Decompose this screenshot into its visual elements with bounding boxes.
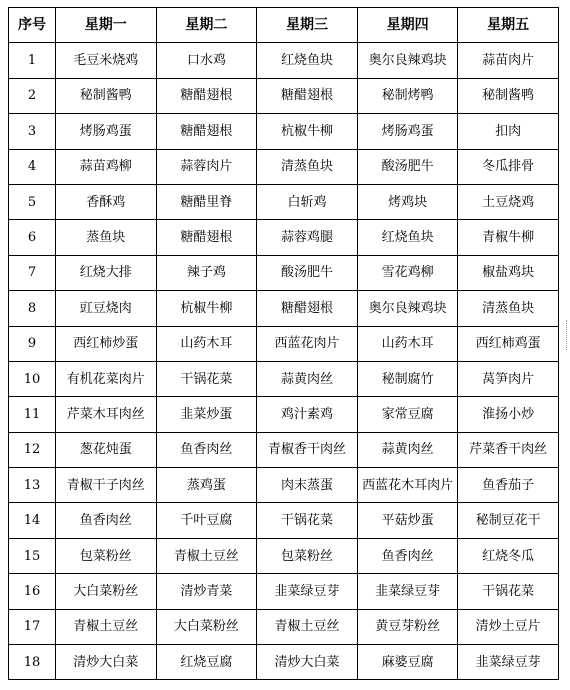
- dish-monday: 大白菜粉丝: [56, 574, 157, 609]
- dish-wednesday: 鸡汁素鸡: [257, 397, 358, 432]
- dish-friday: 鱼香茄子: [458, 468, 559, 503]
- dish-wednesday: 蒜黄肉丝: [257, 361, 358, 396]
- dish-friday: 西红柿鸡蛋: [458, 326, 559, 361]
- dish-friday: 蒜苗肉片: [458, 43, 559, 78]
- dish-thursday: 韭菜绿豆芽: [357, 574, 458, 609]
- dish-monday: 芹菜木耳肉丝: [56, 397, 157, 432]
- dish-monday: 西红柿炒蛋: [56, 326, 157, 361]
- dish-monday: 青椒土豆丝: [56, 609, 157, 644]
- header-row: [9, 8, 559, 43]
- dish-friday: 青椒牛柳: [458, 220, 559, 255]
- dish-wednesday: 红烧鱼块: [257, 43, 358, 78]
- dish-tuesday: 红烧豆腐: [156, 645, 257, 680]
- dish-thursday: 鱼香肉丝: [357, 538, 458, 573]
- table-row: [9, 645, 559, 680]
- dish-friday: 莴笋肉片: [458, 361, 559, 396]
- weekly-menu-table: [8, 7, 559, 680]
- dish-monday: 青椒干子肉丝: [56, 468, 157, 503]
- dish-monday: 烤肠鸡蛋: [56, 114, 157, 149]
- dish-friday: 椒盐鸡块: [458, 255, 559, 290]
- dish-tuesday: 韭菜炒蛋: [156, 397, 257, 432]
- row-number: 18: [9, 645, 56, 680]
- table-row: [9, 255, 559, 290]
- dish-thursday: 红烧鱼块: [357, 220, 458, 255]
- dish-monday: 蒜苗鸡柳: [56, 149, 157, 184]
- dish-tuesday: 糖醋里脊: [156, 184, 257, 219]
- dish-tuesday: 鱼香肉丝: [156, 432, 257, 467]
- dish-friday: 土豆烧鸡: [458, 184, 559, 219]
- row-number: 7: [9, 255, 56, 290]
- table-row: [9, 503, 559, 538]
- row-number: 11: [9, 397, 56, 432]
- table-row: [9, 220, 559, 255]
- row-number: 16: [9, 574, 56, 609]
- dish-wednesday: 干锅花菜: [257, 503, 358, 538]
- dish-friday: 淮扬小炒: [458, 397, 559, 432]
- dish-monday: 包菜粉丝: [56, 538, 157, 573]
- dish-thursday: 奥尔良辣鸡块: [357, 43, 458, 78]
- dish-wednesday: 青椒土豆丝: [257, 609, 358, 644]
- row-number: 14: [9, 503, 56, 538]
- dish-tuesday: 糖醋翅根: [156, 220, 257, 255]
- dish-thursday: 酸汤肥牛: [357, 149, 458, 184]
- row-number: 1: [9, 43, 56, 78]
- dish-monday: 蒸鱼块: [56, 220, 157, 255]
- dish-wednesday: 青椒香干肉丝: [257, 432, 358, 467]
- dish-thursday: 麻婆豆腐: [357, 645, 458, 680]
- table-row: [9, 361, 559, 396]
- row-number: 17: [9, 609, 56, 644]
- dish-tuesday: 千叶豆腐: [156, 503, 257, 538]
- dish-monday: 红烧大排: [56, 255, 157, 290]
- dish-wednesday: 酸汤肥牛: [257, 255, 358, 290]
- dish-wednesday: 韭菜绿豆芽: [257, 574, 358, 609]
- dish-monday: 葱花炖蛋: [56, 432, 157, 467]
- menu-body: [9, 43, 559, 680]
- dish-friday: 秘制酱鸭: [458, 78, 559, 113]
- dish-tuesday: 蒜蓉肉片: [156, 149, 257, 184]
- dish-monday: 清炒大白菜: [56, 645, 157, 680]
- dish-thursday: 蒜黄肉丝: [357, 432, 458, 467]
- row-number: 9: [9, 326, 56, 361]
- dish-tuesday: 蒸鸡蛋: [156, 468, 257, 503]
- header-tuesday: 星期二: [156, 8, 257, 43]
- dish-tuesday: 糖醋翅根: [156, 114, 257, 149]
- dish-wednesday: 清蒸鱼块: [257, 149, 358, 184]
- dish-thursday: 秘制腐竹: [357, 361, 458, 396]
- dish-thursday: 山药木耳: [357, 326, 458, 361]
- header-thursday: 星期四: [357, 8, 458, 43]
- dish-tuesday: 口水鸡: [156, 43, 257, 78]
- dish-thursday: 烤肠鸡蛋: [357, 114, 458, 149]
- dish-monday: 豇豆烧肉: [56, 291, 157, 326]
- dish-wednesday: 西蓝花肉片: [257, 326, 358, 361]
- row-number: 12: [9, 432, 56, 467]
- dish-tuesday: 辣子鸡: [156, 255, 257, 290]
- table-row: [9, 538, 559, 573]
- header-friday: 星期五: [458, 8, 559, 43]
- dish-wednesday: 包菜粉丝: [257, 538, 358, 573]
- dish-friday: 红烧冬瓜: [458, 538, 559, 573]
- dish-tuesday: 山药木耳: [156, 326, 257, 361]
- table-row: [9, 397, 559, 432]
- row-number: 5: [9, 184, 56, 219]
- dish-monday: 毛豆米烧鸡: [56, 43, 157, 78]
- page-edge-mark: [566, 320, 568, 350]
- dish-tuesday: 青椒土豆丝: [156, 538, 257, 573]
- dish-monday: 有机花菜肉片: [56, 361, 157, 396]
- row-number: 8: [9, 291, 56, 326]
- dish-monday: 鱼香肉丝: [56, 503, 157, 538]
- table-row: [9, 432, 559, 467]
- dish-thursday: 雪花鸡柳: [357, 255, 458, 290]
- table-row: [9, 291, 559, 326]
- row-number: 6: [9, 220, 56, 255]
- dish-wednesday: 蒜蓉鸡腿: [257, 220, 358, 255]
- table-row: [9, 114, 559, 149]
- dish-friday: 扣肉: [458, 114, 559, 149]
- dish-tuesday: 干锅花菜: [156, 361, 257, 396]
- dish-wednesday: 糖醋翅根: [257, 78, 358, 113]
- dish-friday: 清炒土豆片: [458, 609, 559, 644]
- table-row: [9, 326, 559, 361]
- dish-wednesday: 肉末蒸蛋: [257, 468, 358, 503]
- dish-friday: 秘制豆花干: [458, 503, 559, 538]
- dish-tuesday: 糖醋翅根: [156, 78, 257, 113]
- dish-wednesday: 杭椒牛柳: [257, 114, 358, 149]
- dish-thursday: 烤鸡块: [357, 184, 458, 219]
- row-number: 13: [9, 468, 56, 503]
- header-wednesday: 星期三: [257, 8, 358, 43]
- table-row: [9, 43, 559, 78]
- dish-friday: 芹菜香干肉丝: [458, 432, 559, 467]
- dish-thursday: 西蓝花木耳肉片: [357, 468, 458, 503]
- dish-wednesday: 白斩鸡: [257, 184, 358, 219]
- dish-monday: 香酥鸡: [56, 184, 157, 219]
- dish-friday: 韭菜绿豆芽: [458, 645, 559, 680]
- dish-thursday: 秘制烤鸭: [357, 78, 458, 113]
- table-row: [9, 184, 559, 219]
- header-number: 序号: [9, 8, 56, 43]
- dish-tuesday: 大白菜粉丝: [156, 609, 257, 644]
- table-row: [9, 78, 559, 113]
- dish-friday: 清蒸鱼块: [458, 291, 559, 326]
- row-number: 3: [9, 114, 56, 149]
- dish-tuesday: 清炒青菜: [156, 574, 257, 609]
- dish-friday: 干锅花菜: [458, 574, 559, 609]
- row-number: 15: [9, 538, 56, 573]
- dish-thursday: 家常豆腐: [357, 397, 458, 432]
- table-row: [9, 149, 559, 184]
- dish-wednesday: 清炒大白菜: [257, 645, 358, 680]
- dish-friday: 冬瓜排骨: [458, 149, 559, 184]
- row-number: 10: [9, 361, 56, 396]
- table-row: [9, 609, 559, 644]
- table-row: [9, 574, 559, 609]
- table-row: [9, 468, 559, 503]
- row-number: 2: [9, 78, 56, 113]
- row-number: 4: [9, 149, 56, 184]
- dish-thursday: 平菇炒蛋: [357, 503, 458, 538]
- dish-wednesday: 糖醋翅根: [257, 291, 358, 326]
- dish-tuesday: 杭椒牛柳: [156, 291, 257, 326]
- dish-thursday: 奥尔良辣鸡块: [357, 291, 458, 326]
- dish-monday: 秘制酱鸭: [56, 78, 157, 113]
- dish-thursday: 黄豆芽粉丝: [357, 609, 458, 644]
- header-monday: 星期一: [56, 8, 157, 43]
